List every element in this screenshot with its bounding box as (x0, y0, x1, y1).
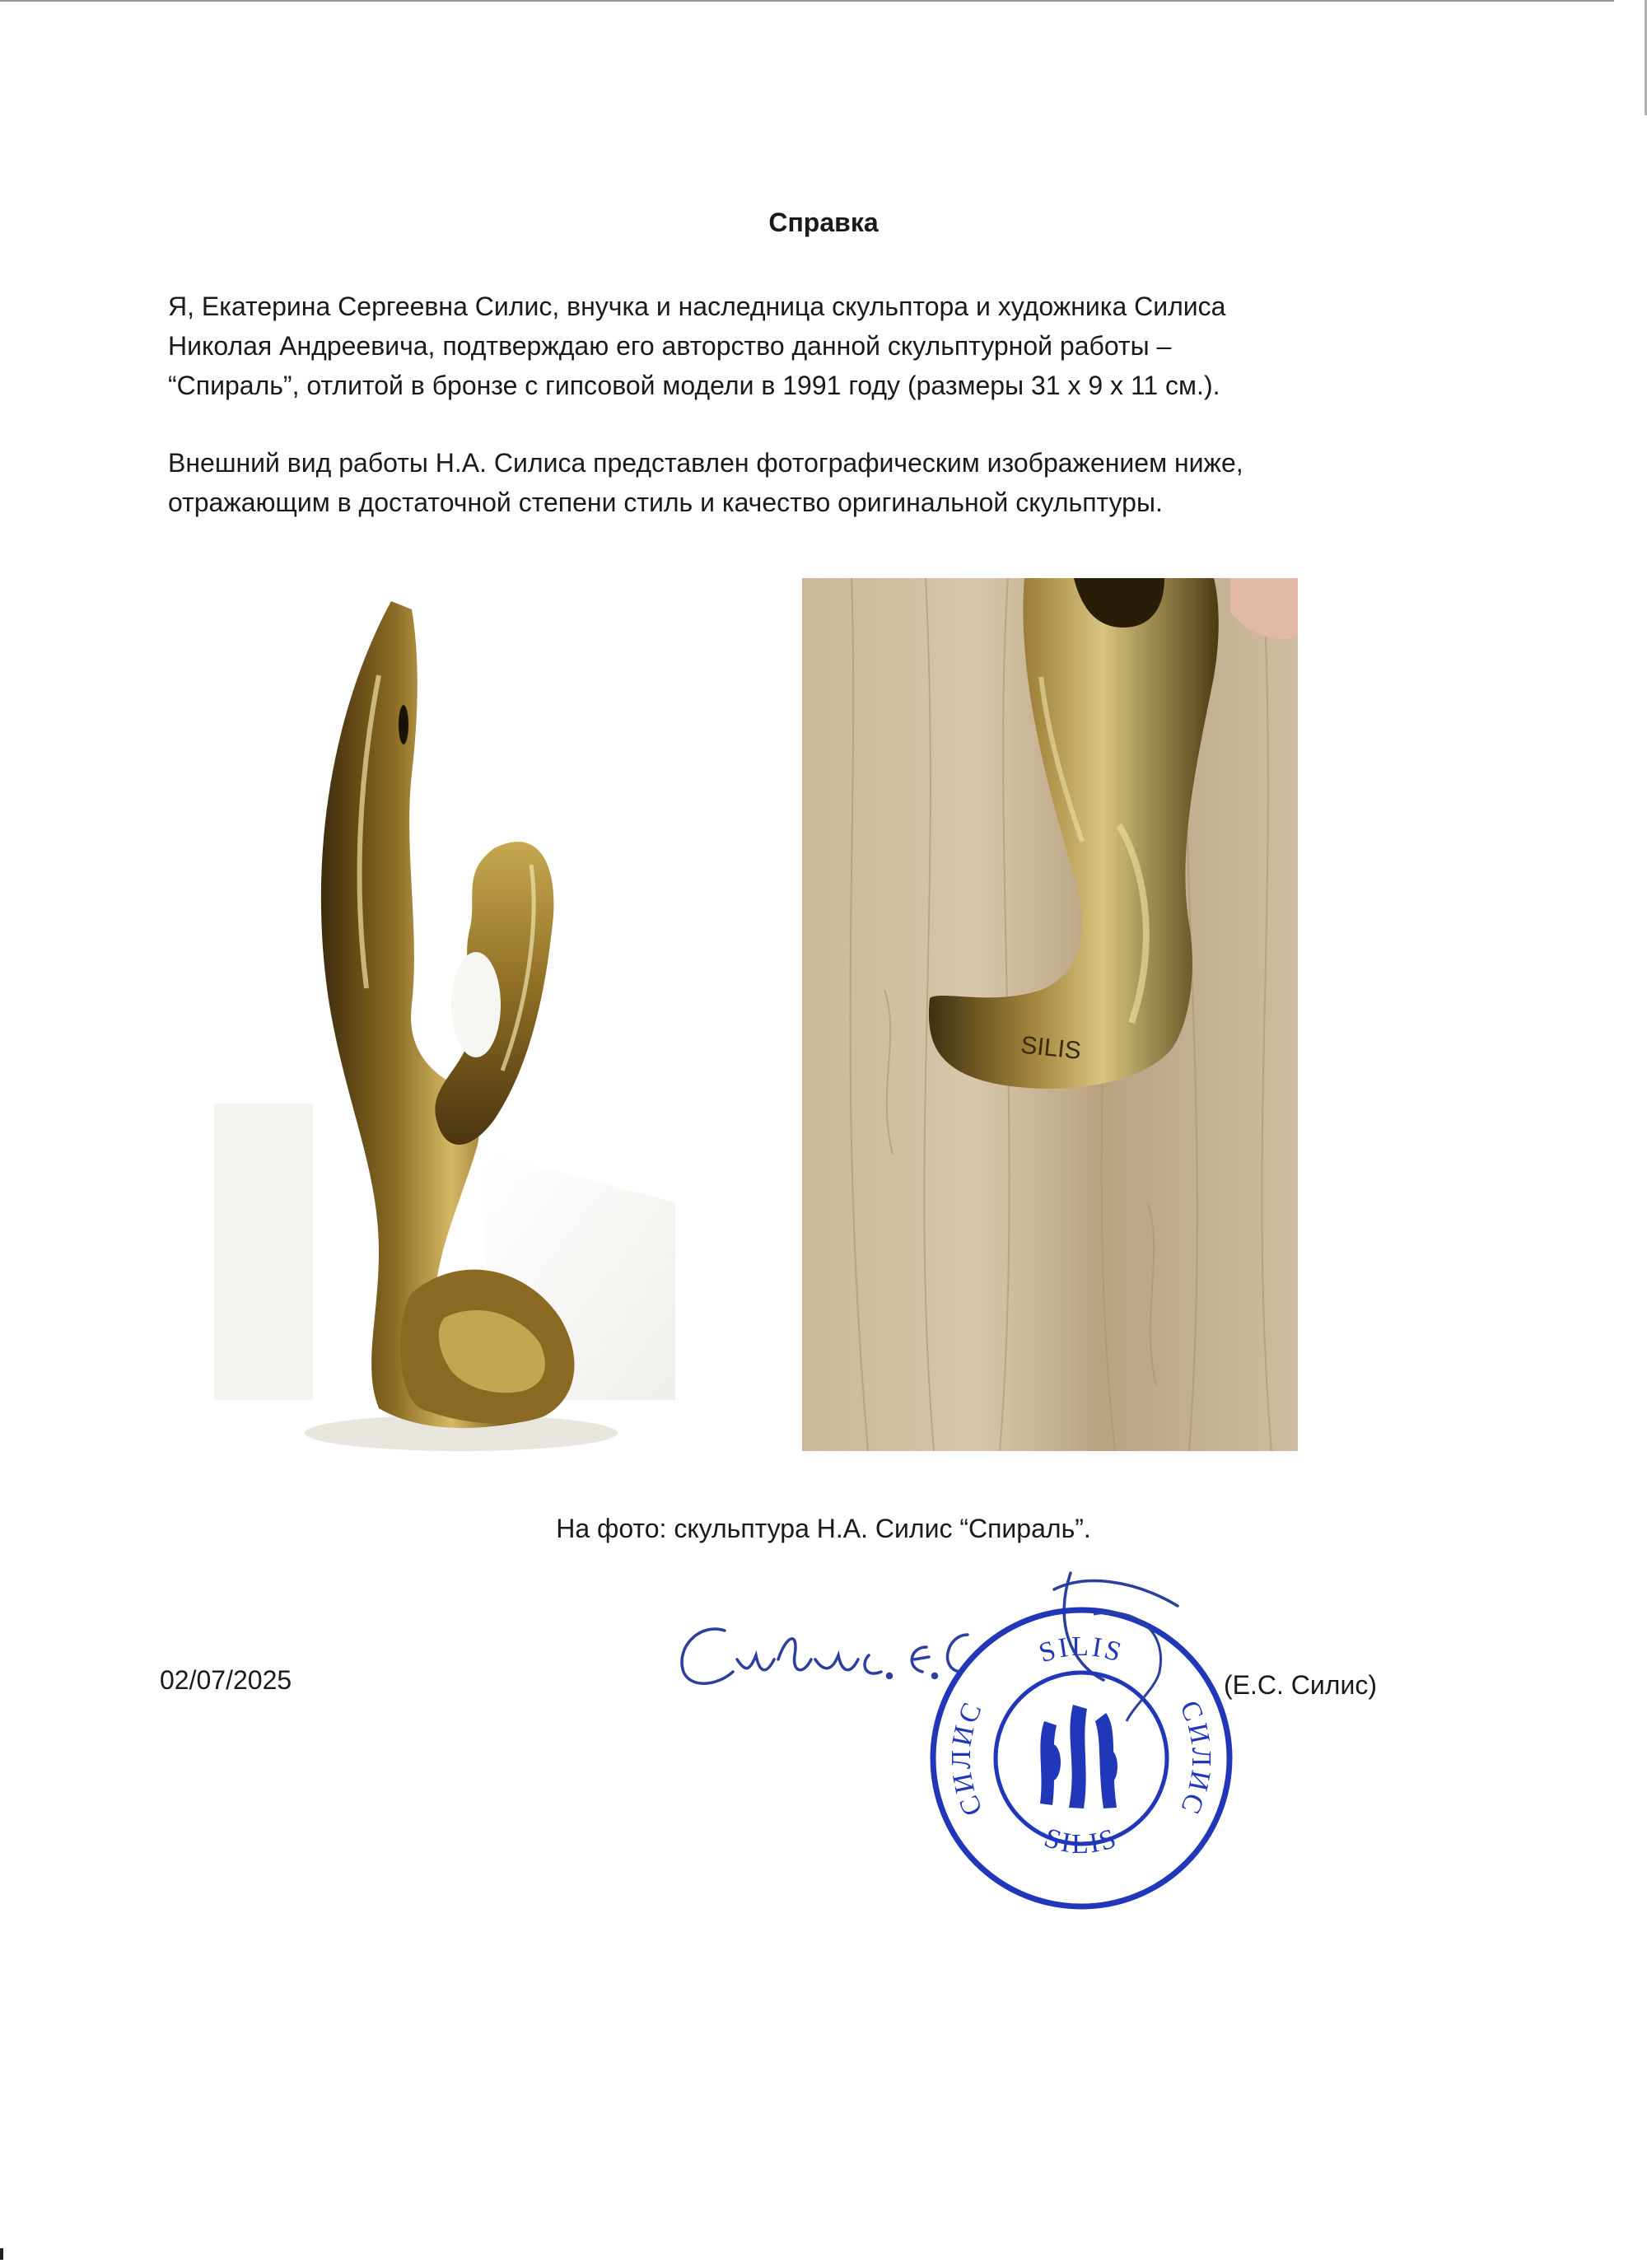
paragraph-line: “Спираль”, отлитой в бронзе с гипсовой модели в 1991 году (размеры 31 х 9 х 11 см.). (168, 371, 1220, 400)
document-date: 02/07/2025 (160, 1665, 292, 1695)
svg-text:СИЛИС (946, 1696, 989, 1820)
svg-text:СИЛИС (1173, 1696, 1216, 1820)
document-title: Справка (768, 208, 879, 237)
stamp-bottom-text: SILIS (1040, 1822, 1122, 1860)
scan-edge-top (0, 0, 1614, 2)
photo-caption: На фото: скульптура Н.А. Силис “Спираль”. (556, 1514, 1091, 1543)
paragraph-line: отражающим в достаточной степени стиль и качество оригинальной скульптуры. (168, 488, 1163, 517)
paragraph-authorship (168, 287, 1453, 405)
svg-text:SILIS (1035, 1631, 1127, 1668)
stamp-left-text: СИЛИС (946, 1696, 989, 1821)
paragraph-line: Николая Андреевича, подтверждаю его авторство данной скульптурной работы – (168, 331, 1172, 361)
paragraph-line: Внешний вид работы Н.А. Силиса представлен фотографическим изображением ниже, (168, 448, 1243, 478)
paragraph-appearance (168, 443, 1453, 522)
signer-name: (Е.С. Силис) (1224, 1670, 1377, 1700)
stamp-top-text: SILIS (1035, 1631, 1127, 1669)
stamp-right-text: СИЛИС (1173, 1696, 1216, 1821)
sculpture-photo-base (802, 578, 1298, 1451)
scan-artifact (0, 2248, 3, 2260)
engraving-text: SILIS (1019, 1031, 1083, 1065)
sculpture-photo-front (214, 576, 675, 1474)
paragraph-line: Я, Екатерина Сергеевна Силис, внучка и наследница скульптора и художника Силиса (168, 292, 1226, 321)
round-stamp (921, 1598, 1242, 1919)
svg-text:SILIS (1041, 1822, 1122, 1860)
